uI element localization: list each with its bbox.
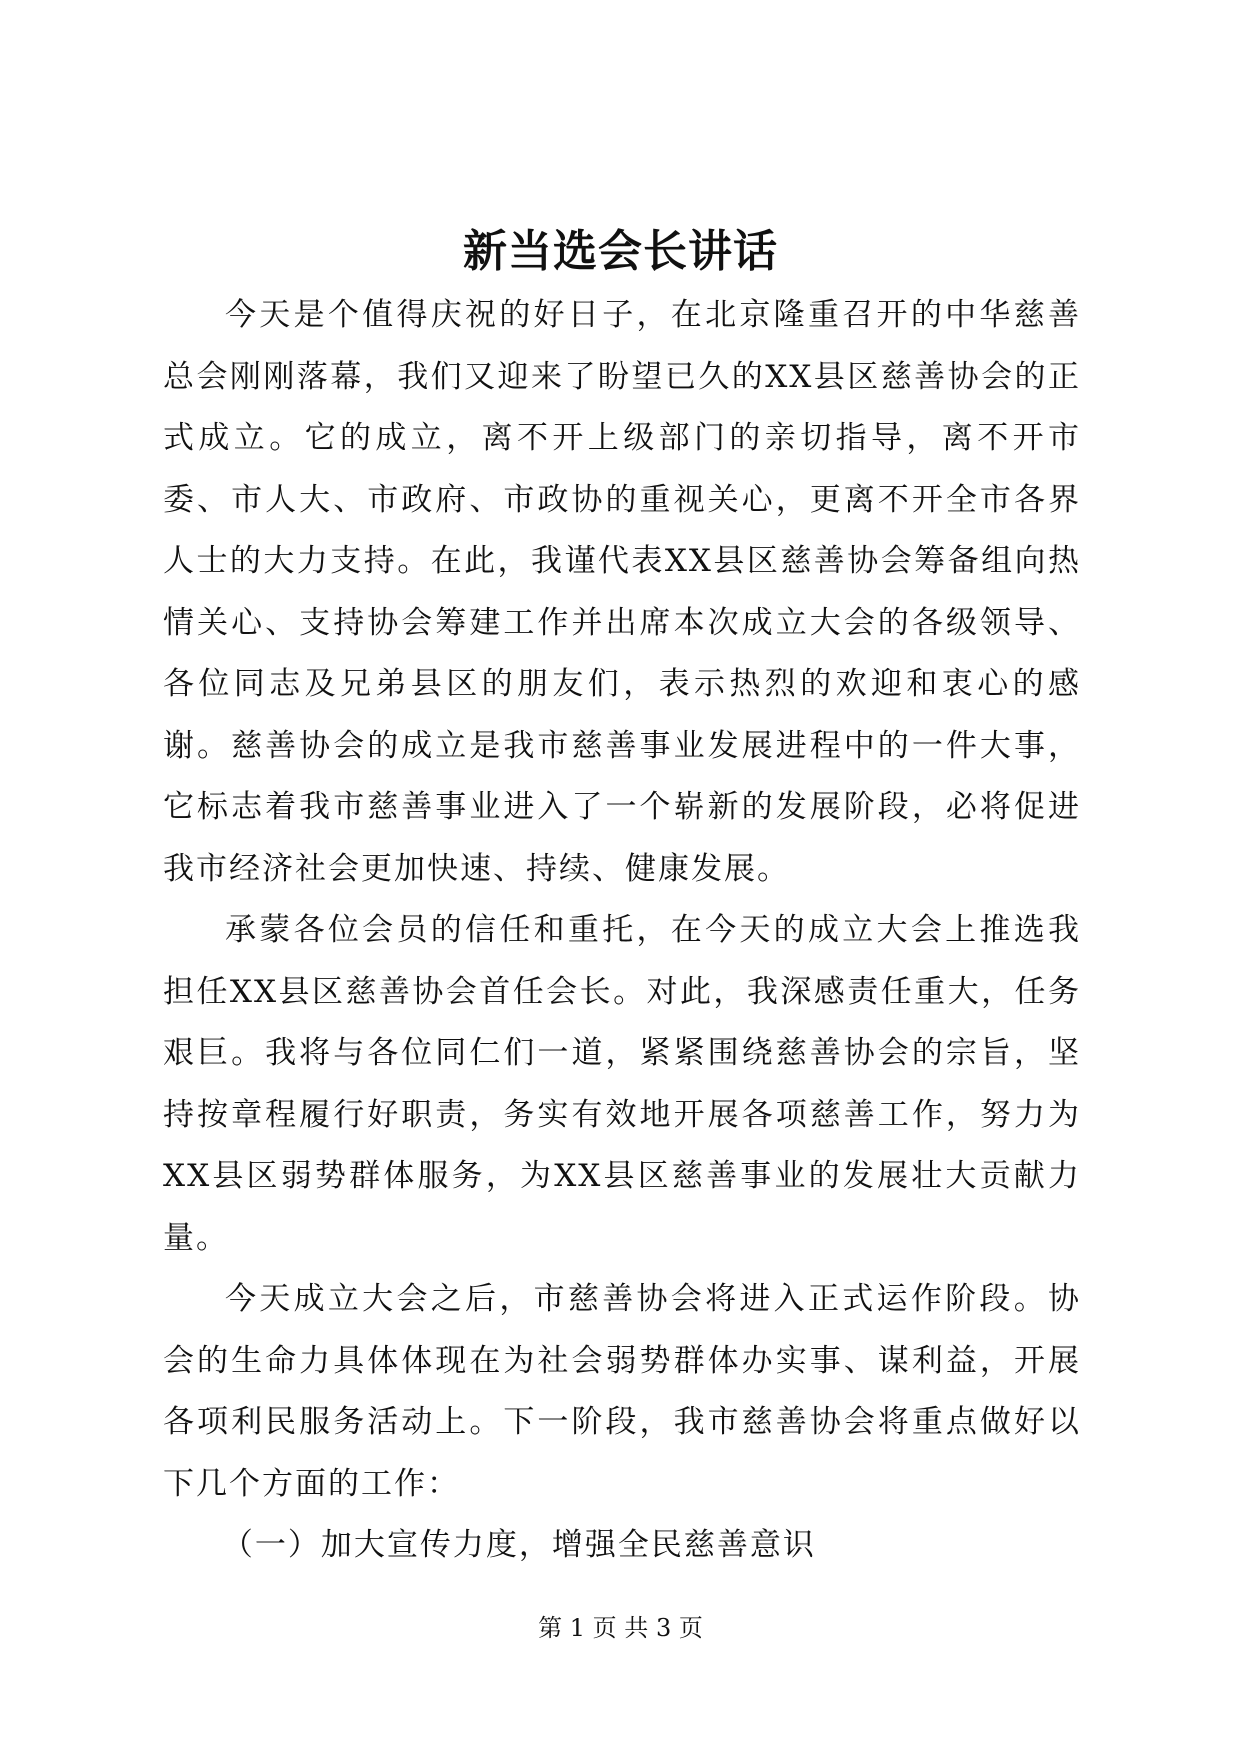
- paragraph-1: 今天是个值得庆祝的好日子，在北京隆重召开的中华慈善总会刚刚落幕，我们又迎来了盼望已久的XX县区慈善协会的正式成立。它的成立，离不开上级部门的亲切指导，离不开市委、市人大、市政府、市政协的重视关心，更离不开全市各界人士的大力支持。在此，我谨代表XX县区慈善协会筹备组向热情关心、支持协会筹建工作并出席本次成立大会的各级领导、各位同志及兄弟县区的朋友们，表示热烈的欢迎和衷心的感谢。慈善协会的成立是我市慈善事业发展进程中的一件大事，它标志着我市慈善事业进入了一个崭新的发展阶段，必将促进我市经济社会更加快速、持续、健康发展。: [163, 297, 1081, 887]
- section-heading: （一）加大宣传力度，增强全民慈善意识: [221, 1527, 816, 1563]
- paragraph-2: 承蒙各位会员的信任和重托，在今天的成立大会上推选我担任XX县区慈善协会首任会长。对此，我深感责任重大，任务艰巨。我将与各位同仁们一道，紧紧围绕慈善协会的宗旨，坚持按章程履行好职责，务实有效地开展各项慈善工作，努力为XX县区弱势群体服务，为XX县区慈善事业的发展壮大贡献力量。: [163, 912, 1081, 1256]
- document-title: 新当选会长讲话: [463, 226, 778, 277]
- document-body: [163, 285, 1081, 1577]
- page-number-footer: 第 1 页 共 3 页: [538, 1614, 703, 1642]
- paragraph-3: 今天成立大会之后，市慈善协会将进入正式运作阶段。协会的生命力具体体现在为社会弱势群体办实事、谋利益，开展各项利民服务活动上。下一阶段，我市慈善协会将重点做好以下几个方面的工作：: [163, 1281, 1081, 1502]
